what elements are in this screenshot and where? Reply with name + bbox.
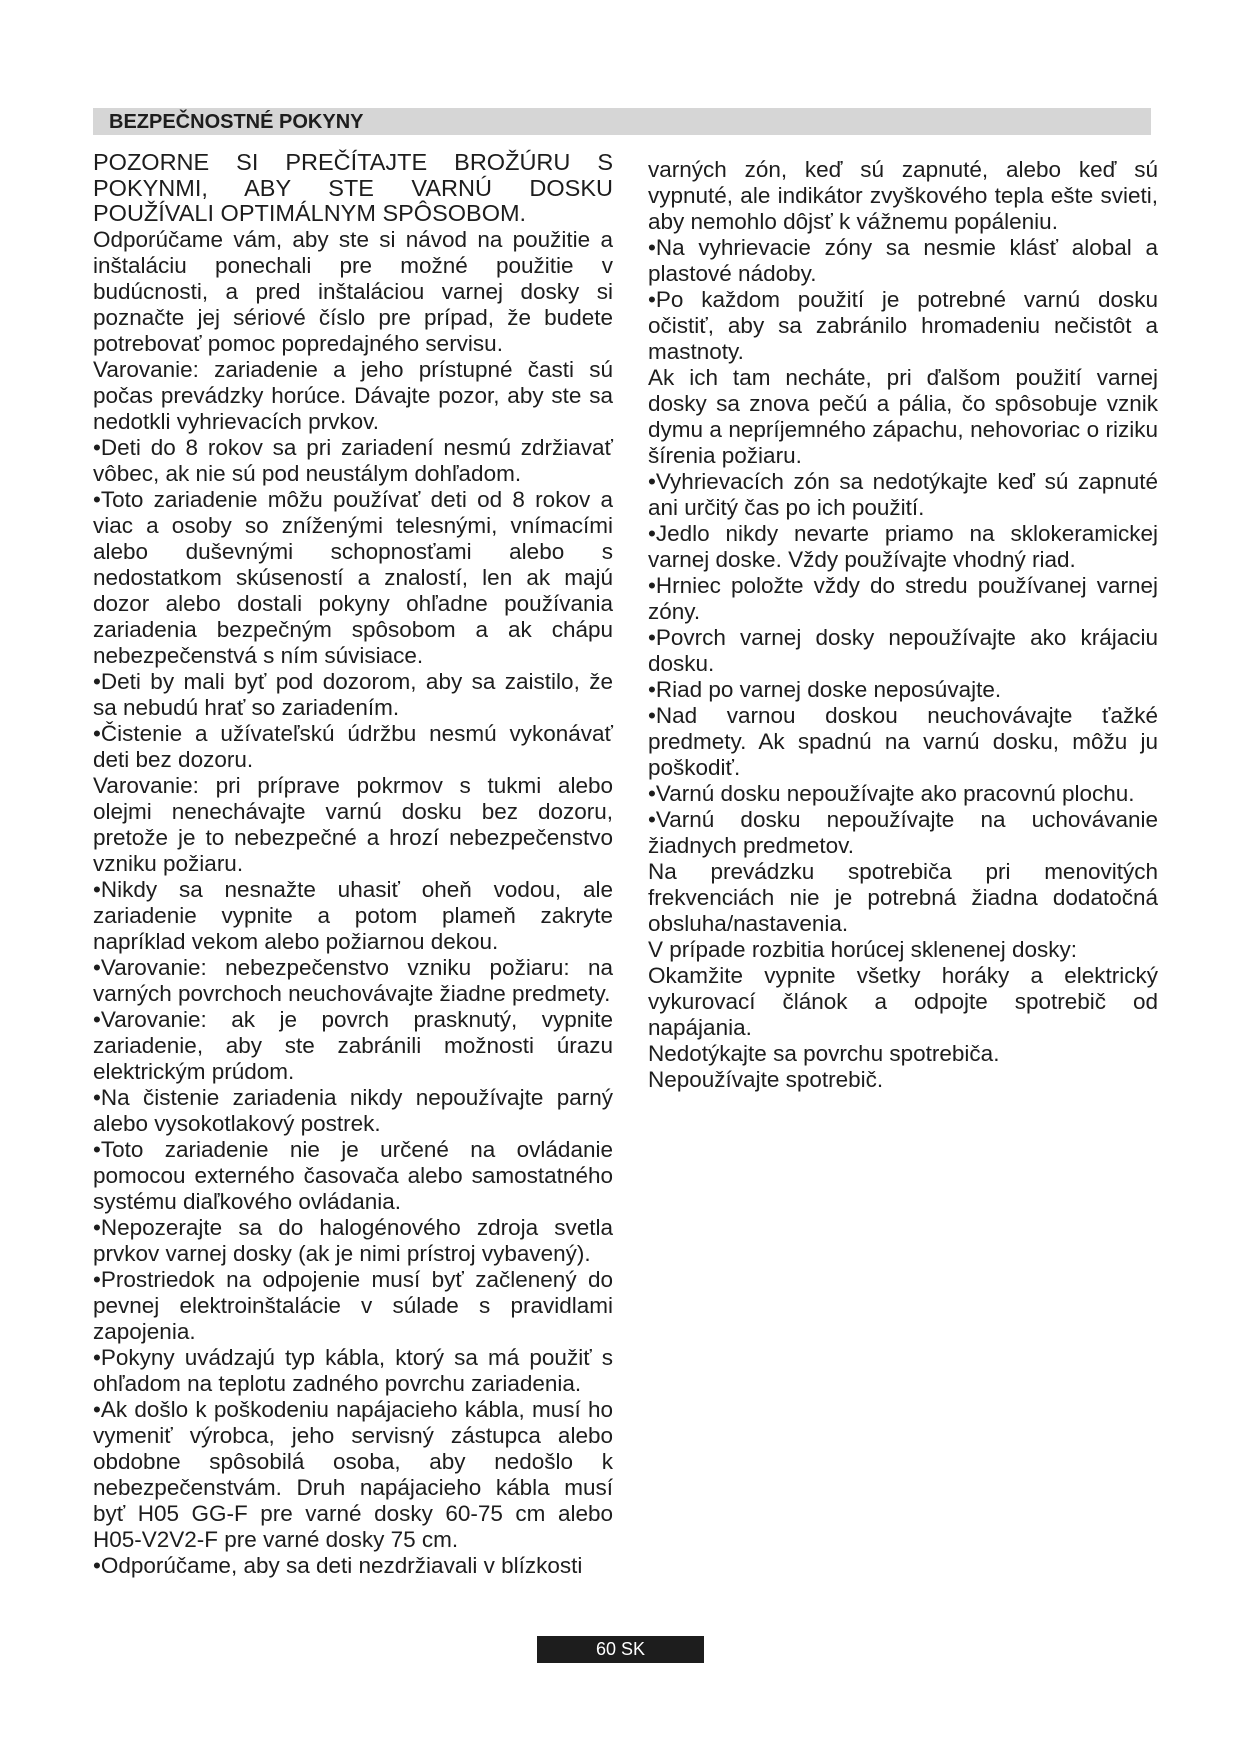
paragraph: Ak ich tam necháte, pri ďalšom použití varnej dosky sa znova pečú a pália, čo spôsobuje vznik dymu a nepríjemného zápachu, nehovoriac o riziku šírenia požiaru. <box>648 365 1158 468</box>
right-column <box>648 157 1158 1093</box>
bullet-paragraph: •Nepozerajte sa do halogénového zdroja svetla prvkov varnej dosky (ak je nimi prístroj vybavený). <box>93 1214 613 1266</box>
bullet-paragraph: •Povrch varnej dosky nepoužívajte ako krájaciu dosku. <box>648 625 1158 676</box>
section-header-bar <box>93 108 1151 135</box>
paragraph: V prípade rozbitia horúcej sklenenej dosky: <box>648 937 1077 962</box>
paragraph: Varovanie: pri príprave pokrmov s tukmi alebo olejmi nenechávajte varnú dosku bez dozoru, pretože je to nebezpečné a hrozí nebezpečenstvo vzniku požiaru. <box>93 772 613 876</box>
paragraph: Na prevádzku spotrebiča pri menovitých frekvenciách nie je potrebná žiadna dodatočná obsluha/nastavenia. <box>648 859 1158 936</box>
bullet-paragraph: •Toto zariadenie nie je určené na ovládanie pomocou externého časovača alebo samostatného systému diaľkového ovládania. <box>93 1136 613 1214</box>
bullet-paragraph: •Toto zariadenie môžu používať deti od 8 rokov a viac a osoby so zníženými telesnými, vnímacími alebo duševnými schopnosťami alebo s nedostatkom skúseností a znalostí, len ak majú dozor alebo dostali pokyny ohľadne používania zariadenia bezpečným spôsobom a ak chápu nebezpečenstvá s ním súvisiace. <box>93 486 613 668</box>
bullet-paragraph: •Varovanie: ak je povrch prasknutý, vypnite zariadenie, aby ste zabránili možnosti úrazu elektrickým prúdom. <box>93 1006 613 1084</box>
bullet-paragraph: •Hrniec položte vždy do stredu používanej varnej zóny. <box>648 573 1158 624</box>
bullet-paragraph: •Na vyhrievacie zóny sa nesmie klásť alobal a plastové nádoby. <box>648 235 1158 286</box>
bullet-paragraph: •Riad po varnej doske neposúvajte. <box>648 677 1002 702</box>
paragraph: Nedotýkajte sa povrchu spotrebiča. <box>648 1041 1000 1066</box>
bullet-paragraph: •Varnú dosku nepoužívajte ako pracovnú plochu. <box>648 781 1135 806</box>
section-title: BEZPEČNOSTNÉ POKYNY <box>109 111 364 133</box>
bullet-paragraph: •Nad varnou doskou neuchovávajte ťažké predmety. Ak spadnú na varnú dosku, môžu ju poškodiť. <box>648 703 1158 780</box>
page-number: 60 SK <box>537 1636 704 1663</box>
paragraph: Okamžite vypnite všetky horáky a elektrický vykurovací článok a odpojte spotrebič od napájania. <box>648 963 1158 1040</box>
paragraph: Nepoužívajte spotrebič. <box>648 1067 884 1092</box>
bullet-paragraph: •Deti do 8 rokov sa pri zariadení nesmú zdržiavať vôbec, ak nie sú pod neustálym dohľadom. <box>93 434 613 486</box>
bullet-paragraph: •Deti by mali byť pod dozorom, aby sa zaistilo, že sa nebudú hrať so zariadením. <box>93 668 613 720</box>
bullet-paragraph: •Odporúčame, aby sa deti nezdržiavali v blízkosti <box>93 1552 583 1578</box>
intro-warning: POZORNE SI PREČÍTAJTE BROŽÚRU S POKYNMI, ABY STE VARNÚ DOSKU POUŽÍVALI OPTIMÁLNYM SPÔSOBOM. <box>93 149 613 226</box>
bullet-paragraph: •Prostriedok na odpojenie musí byť začlenený do pevnej elektroinštalácie v súlade s pravidlami zapojenia. <box>93 1266 613 1344</box>
bullet-paragraph: •Na čistenie zariadenia nikdy nepoužívajte parný alebo vysokotlakový postrek. <box>93 1084 613 1136</box>
bullet-paragraph: •Čistenie a užívateľskú údržbu nesmú vykonávať deti bez dozoru. <box>93 720 613 772</box>
bullet-paragraph: •Po každom použití je potrebné varnú dosku očistiť, aby sa zabránilo hromadeniu nečistôt a mastnoty. <box>648 287 1158 364</box>
paragraph: Odporúčame vám, aby ste si návod na použitie a inštaláciu ponechali pre možné použitie v budúcnosti, a pred inštaláciou varnej dosky si poznačte jej sériové číslo pre prípad, že budete potrebovať pomoc popredajného servisu. <box>93 226 613 356</box>
bullet-paragraph: •Varovanie: nebezpečenstvo vzniku požiaru: na varných povrchoch neuchovávajte žiadne predmety. <box>93 954 613 1006</box>
left-column <box>93 150 613 1579</box>
bullet-paragraph: •Jedlo nikdy nevarte priamo na sklokeramickej varnej doske. Vždy používajte vhodný riad. <box>648 521 1158 572</box>
bullet-paragraph: •Varnú dosku nepoužívajte na uchovávanie žiadnych predmetov. <box>648 807 1158 858</box>
bullet-paragraph: •Vyhrievacích zón sa nedotýkajte keď sú zapnuté ani určitý čas po ich použití. <box>648 469 1158 520</box>
bullet-paragraph: •Nikdy sa nesnažte uhasiť oheň vodou, ale zariadenie vypnite a potom plameň zakryte napríklad vekom alebo požiarnou dekou. <box>93 876 613 954</box>
paragraph: varných zón, keď sú zapnuté, alebo keď sú vypnuté, ale indikátor zvyškového tepla ešte svieti, aby nemohlo dôjsť k vážnemu popáleniu. <box>648 157 1158 234</box>
bullet-paragraph: •Ak došlo k poškodeniu napájacieho kábla, musí ho vymeniť výrobca, jeho servisný zástupca alebo obdobne spôsobilá osoba, aby nedošlo k nebezpečenstvám. Druh napájacieho kábla musí byť H05 GG-F pre varné dosky 60-75 cm alebo H05-V2V2-F pre varné dosky 75 cm. <box>93 1396 613 1552</box>
bullet-paragraph: •Pokyny uvádzajú typ kábla, ktorý sa má použiť s ohľadom na teplotu zadného povrchu zariadenia. <box>93 1344 613 1396</box>
paragraph: Varovanie: zariadenie a jeho prístupné časti sú počas prevádzky horúce. Dávajte pozor, aby ste sa nedotkli vyhrievacích prvkov. <box>93 356 613 434</box>
